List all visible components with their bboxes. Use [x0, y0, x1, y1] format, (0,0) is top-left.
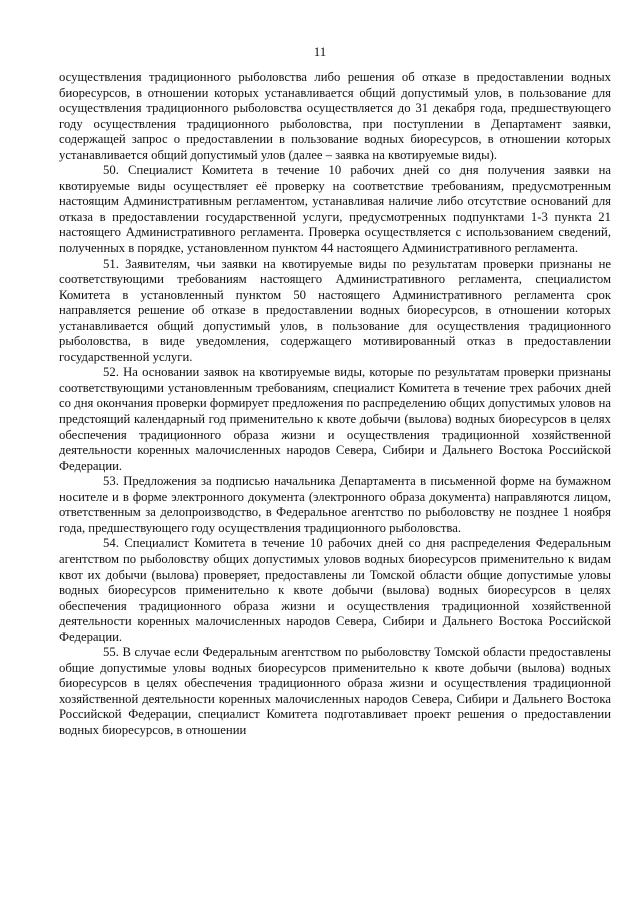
paragraph-55: 55. В случае если Федеральным агентством по рыболовству Томской области предоставлены общие допустимые уловы водных биоресурсов применительно к квоте добычи (вылова) водных биоресурсов в целях обеспечения традиционного образа жизни и осуществления традиционной хозяйственной деятельности коренных малочисленных народов Севера, Сибири и Дальнего Востока Российской Федерации, специалист Комитета подготавливает проект решения о предоставлении водных биоресурсов, в отношении [59, 645, 611, 737]
paragraph-50: 50. Специалист Комитета в течение 10 рабочих дней со дня получения заявки на квотируемые виды осуществляет её проверку на соответствие требованиям, предусмотренным настоящим Административным регламентом, устанавливая наличие либо отсутствие оснований для отказа в предоставлении государственной услуги, предусмотренных подпунктами 1-3 пункта 21 настоящего Административного регламента. Проверка осуществляется с использованием сведений, полученных в порядке, установленном пунктом 44 настоящего Административного регламента. [59, 163, 611, 256]
document-body [59, 70, 611, 739]
paragraph-continuation: осуществления традиционного рыболовства либо решения об отказе в предоставлении водных биоресурсов, в отношении которых устанавливается общий допустимый улов, в пользование для осуществления традиционного рыболовства осуществляется до 31 декабря года, предшествующего году осуществления традиционного рыболовства, при поступлении в Департамент заявки, содержащей запрос о предоставлении в пользование водных биоресурсов, в отношении которых устанавливается общий допустимый улов (далее – заявка на квотируемые виды). [59, 70, 611, 162]
paragraph-52: 52. На основании заявок на квотируемые виды, которые по результатам проверки признаны соответствующими установленным требованиям, специалист Комитета в течение трех рабочих дней со дня окончания проверки формирует предложения по распределению общих допустимых уловов на предстоящий календарный год применительно к квоте добычи (вылова) водных биоресурсов в целях обеспечения традиционного образа жизни и осуществления традиционной хозяйственной деятельности коренных малочисленных народов Севера, Сибири и Дальнего Востока Российской Федерации. [59, 365, 611, 473]
paragraph-54: 54. Специалист Комитета в течение 10 рабочих дней со дня распределения Федеральным агентством по рыболовству общих допустимых уловов водных биоресурсов применительно к видам квот их добычи (вылова) проверяет, предоставлены ли Томской области общие допустимые уловы водных биоресурсов применительно к квоте добычи (вылова) водных биоресурсов в целях обеспечения традиционного образа жизни и осуществления традиционной хозяйственной деятельности коренных малочисленных народов Севера, Сибири и Дальнего Востока Российской Федерации. [59, 536, 611, 644]
page-number: 11 [313, 44, 327, 59]
paragraph-51: 51. Заявителям, чьи заявки на квотируемые виды по результатам проверки признаны не соответствующими требованиям настоящего Административного регламента, специалистом Комитета в установленный пунктом 50 настоящего Административного регламента срок направляется решение об отказе в предоставлении водных биоресурсов, в отношении которых устанавливается общий допустимый улов, в пользование для осуществления традиционного рыболовства, в виде уведомления, содержащего мотивированный отказ в предоставлении государственной услуги. [59, 256, 611, 364]
paragraph-53: 53. Предложения за подписью начальника Департамента в письменной форме на бумажном носителе и в форме электронного документа (электронного образа документа) направляются лицом, ответственным за делопроизводство, в Федеральное агентство по рыболовству не позднее 1 ноября года, предшествующего году осуществления традиционного рыболовства. [59, 474, 611, 535]
